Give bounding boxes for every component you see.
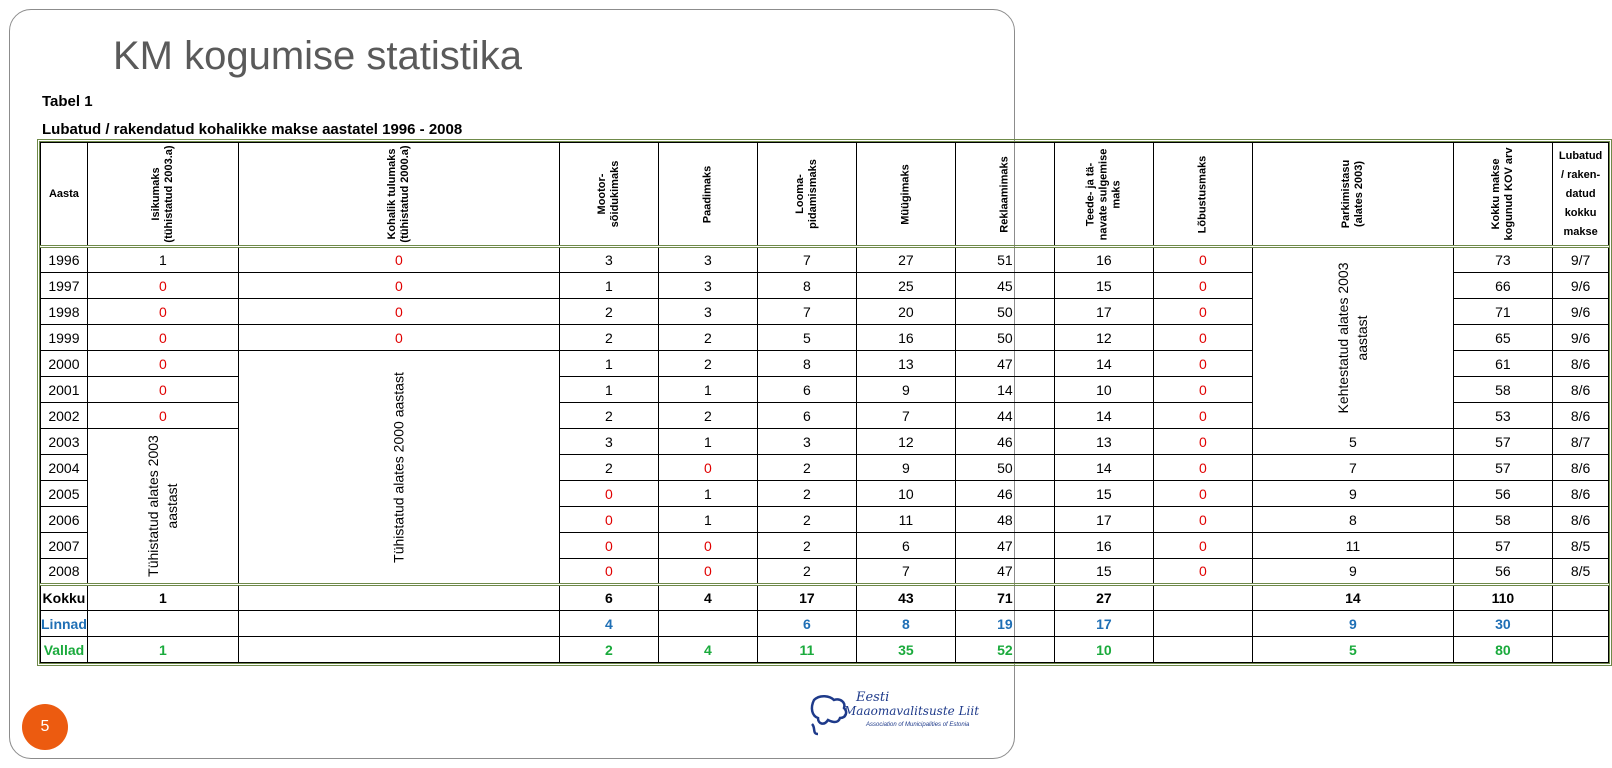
cell-reklaam: 47 <box>955 533 1054 559</box>
cell-looma: 11 <box>757 637 856 663</box>
cell-myygi: 12 <box>856 429 955 455</box>
cell-teede: 17 <box>1054 507 1153 533</box>
cell-kokku: 57 <box>1453 455 1552 481</box>
col-header-mootorsoidukimaks: Mootor-sõidukimaks <box>559 143 658 247</box>
cell-isikumaks <box>87 611 238 637</box>
cell-isikumaks: 1 <box>87 585 238 611</box>
cell-paadi: 1 <box>658 429 757 455</box>
cell-kohalik: 0 <box>238 273 559 299</box>
cell-myygi: 25 <box>856 273 955 299</box>
cell-aasta: 1998 <box>41 299 88 325</box>
cell-myygi: 43 <box>856 585 955 611</box>
cell-paadi <box>658 611 757 637</box>
cell-lubatud: 9/6 <box>1552 325 1608 351</box>
cell-teede: 14 <box>1054 403 1153 429</box>
logo-line1: Eesti <box>856 690 890 705</box>
cell-looma: 7 <box>757 299 856 325</box>
cell-reklaam: 47 <box>955 559 1054 585</box>
cell-kohalik: 0 <box>238 325 559 351</box>
cell-looma: 2 <box>757 455 856 481</box>
logo-line2: Maaomavalitsuste Liit <box>844 704 980 718</box>
cell-parkimis: 8 <box>1252 507 1453 533</box>
cell-paadi: 2 <box>658 325 757 351</box>
cell-myygi: 7 <box>856 403 955 429</box>
col-header-myygimaks: Müügimaks <box>856 143 955 247</box>
cell-kokku: 71 <box>1453 299 1552 325</box>
col-header-lobustusmaks: Lõbustusmaks <box>1153 143 1252 247</box>
cell-mootor: 1 <box>559 351 658 377</box>
cell-kokku: 53 <box>1453 403 1552 429</box>
cell-mootor: 2 <box>559 299 658 325</box>
page-title: KM kogumise statistika <box>113 34 523 78</box>
cell-myygi: 6 <box>856 533 955 559</box>
totals-row-linnad <box>41 611 1609 637</box>
eml-logo <box>808 686 984 742</box>
cell-mootor: 0 <box>559 507 658 533</box>
cell-paadi: 0 <box>658 559 757 585</box>
cell-parkimis: 9 <box>1252 559 1453 585</box>
cell-aasta: 2008 <box>41 559 88 585</box>
cell-paadi: 1 <box>658 481 757 507</box>
cell-lubatud: 9/7 <box>1552 247 1608 273</box>
cell-teede: 15 <box>1054 273 1153 299</box>
cell-mootor: 2 <box>559 455 658 481</box>
cell-isikumaks: 0 <box>87 325 238 351</box>
cell-lobustus: 0 <box>1153 429 1252 455</box>
cell-parkimis: 14 <box>1252 585 1453 611</box>
statistics-table-wrapper <box>37 139 1612 666</box>
table-number: Tabel 1 <box>42 93 93 110</box>
cell-looma: 6 <box>757 403 856 429</box>
cell-lubatud: 9/6 <box>1552 299 1608 325</box>
cell-paadi: 2 <box>658 351 757 377</box>
cell-isikumaks: 0 <box>87 299 238 325</box>
cell-myygi: 13 <box>856 351 955 377</box>
cell-kokku: 58 <box>1453 507 1552 533</box>
totals-row-vallad <box>41 637 1609 663</box>
col-header-loomapidamismaks: Looma-pidamismaks <box>757 143 856 247</box>
cell-looma: 3 <box>757 429 856 455</box>
cell-aasta: 2003 <box>41 429 88 455</box>
cell-kokku: 57 <box>1453 429 1552 455</box>
cell-lubatud: 8/5 <box>1552 559 1608 585</box>
cell-kohalik: 0 <box>238 247 559 273</box>
cell-myygi: 10 <box>856 481 955 507</box>
cell-paadi: 3 <box>658 273 757 299</box>
cell-lubatud <box>1552 585 1608 611</box>
cell-lobustus: 0 <box>1153 325 1252 351</box>
cell-teede: 12 <box>1054 325 1153 351</box>
cell-teede: 16 <box>1054 533 1153 559</box>
merged-kohalik-tulumaks-note: Tühistatud alates 2000 aastast <box>238 351 559 585</box>
cell-kokku: 30 <box>1453 611 1552 637</box>
cell-lobustus <box>1153 611 1252 637</box>
cell-reklaam: 50 <box>955 455 1054 481</box>
cell-isikumaks: 1 <box>87 247 238 273</box>
col-header-paadimaks: Paadimaks <box>658 143 757 247</box>
cell-lobustus: 0 <box>1153 507 1252 533</box>
cell-looma: 8 <box>757 273 856 299</box>
cell-mootor: 0 <box>559 559 658 585</box>
cell-isikumaks: 1 <box>87 637 238 663</box>
cell-myygi: 9 <box>856 455 955 481</box>
cell-aasta: 2001 <box>41 377 88 403</box>
cell-reklaam: 51 <box>955 247 1054 273</box>
col-header-reklaamimaks: Reklaamimaks <box>955 143 1054 247</box>
cell-teede: 13 <box>1054 429 1153 455</box>
cell-parkimis: 7 <box>1252 455 1453 481</box>
cell-myygi: 7 <box>856 559 955 585</box>
col-header-aasta: Aasta <box>41 143 88 247</box>
cell-teede: 14 <box>1054 455 1153 481</box>
cell-mootor: 2 <box>559 325 658 351</box>
cell-teede: 15 <box>1054 481 1153 507</box>
cell-lobustus: 0 <box>1153 351 1252 377</box>
page-number-badge: 5 <box>22 704 68 750</box>
cell-lobustus: 0 <box>1153 299 1252 325</box>
cell-paadi: 4 <box>658 585 757 611</box>
cell-mootor: 3 <box>559 247 658 273</box>
cell-isikumaks: 0 <box>87 351 238 377</box>
cell-looma: 7 <box>757 247 856 273</box>
cell-lobustus: 0 <box>1153 403 1252 429</box>
cell-aasta: 2006 <box>41 507 88 533</box>
cell-label: Vallad <box>41 637 88 663</box>
cell-lubatud: 9/6 <box>1552 273 1608 299</box>
col-header-parkimistasu: Parkimistasu (alates 2003) <box>1252 143 1453 247</box>
cell-looma: 2 <box>757 481 856 507</box>
cell-teede: 16 <box>1054 247 1153 273</box>
cell-aasta: 1996 <box>41 247 88 273</box>
cell-isikumaks: 0 <box>87 273 238 299</box>
cell-reklaam: 14 <box>955 377 1054 403</box>
header-row <box>41 143 1609 247</box>
cell-paadi: 1 <box>658 507 757 533</box>
cell-kokku: 61 <box>1453 351 1552 377</box>
cell-lubatud <box>1552 611 1608 637</box>
cell-kokku: 57 <box>1453 533 1552 559</box>
cell-myygi: 20 <box>856 299 955 325</box>
cell-lobustus <box>1153 585 1252 611</box>
cell-mootor: 1 <box>559 273 658 299</box>
merged-parkimistasu-note: Kehtestatud alates 2003 aastast <box>1252 247 1453 429</box>
cell-teede: 17 <box>1054 611 1153 637</box>
cell-mootor: 4 <box>559 611 658 637</box>
cell-looma: 8 <box>757 351 856 377</box>
cell-reklaam: 45 <box>955 273 1054 299</box>
cell-myygi: 27 <box>856 247 955 273</box>
cell-looma: 5 <box>757 325 856 351</box>
cell-looma: 2 <box>757 533 856 559</box>
cell-lubatud: 8/6 <box>1552 507 1608 533</box>
logo-line3: Association of Municipalities of Estonia <box>866 722 970 728</box>
cell-lubatud: 8/6 <box>1552 455 1608 481</box>
cell-lubatud: 8/6 <box>1552 377 1608 403</box>
cell-aasta: 2000 <box>41 351 88 377</box>
table-caption: Lubatud / rakendatud kohalikke makse aastatel 1996 - 2008 <box>42 121 463 138</box>
cell-reklaam: 71 <box>955 585 1054 611</box>
cell-reklaam: 47 <box>955 351 1054 377</box>
cell-parkimis: 5 <box>1252 429 1453 455</box>
col-header-isikumaks: Isikumaks (tühistatud 2003.a) <box>87 143 238 247</box>
cell-kokku: 66 <box>1453 273 1552 299</box>
cell-lobustus: 0 <box>1153 559 1252 585</box>
cell-lubatud: 8/5 <box>1552 533 1608 559</box>
cell-myygi: 11 <box>856 507 955 533</box>
cell-teede: 17 <box>1054 299 1153 325</box>
cell-aasta: 2007 <box>41 533 88 559</box>
cell-mootor: 1 <box>559 377 658 403</box>
cell-mootor: 3 <box>559 429 658 455</box>
cell-looma: 2 <box>757 559 856 585</box>
col-header-kohalik-tulumaks: Kohalik tulumaks (tühistatud 2000.a) <box>238 143 559 247</box>
cell-kokku: 56 <box>1453 481 1552 507</box>
cell-aasta: 1999 <box>41 325 88 351</box>
cell-teede: 14 <box>1054 351 1153 377</box>
cell-isikumaks: 0 <box>87 377 238 403</box>
cell-kohalik <box>238 637 559 663</box>
cell-reklaam: 50 <box>955 325 1054 351</box>
col-header-kokku-kov: Kokku makse kogunud KOV arv <box>1453 143 1552 247</box>
cell-isikumaks: 0 <box>87 403 238 429</box>
cell-parkimis: 11 <box>1252 533 1453 559</box>
cell-paadi: 2 <box>658 403 757 429</box>
cell-myygi: 8 <box>856 611 955 637</box>
cell-parkimis: 5 <box>1252 637 1453 663</box>
cell-paadi: 3 <box>658 247 757 273</box>
cell-reklaam: 50 <box>955 299 1054 325</box>
cell-reklaam: 48 <box>955 507 1054 533</box>
cell-lobustus: 0 <box>1153 273 1252 299</box>
cell-aasta: 2004 <box>41 455 88 481</box>
cell-looma: 6 <box>757 611 856 637</box>
cell-aasta: 1997 <box>41 273 88 299</box>
totals-row-kokku <box>41 585 1609 611</box>
cell-teede: 10 <box>1054 637 1153 663</box>
cell-lubatud: 8/6 <box>1552 481 1608 507</box>
table-row <box>41 247 1609 273</box>
cell-aasta: 2002 <box>41 403 88 429</box>
cell-teede: 15 <box>1054 559 1153 585</box>
cell-paadi: 1 <box>658 377 757 403</box>
cell-lubatud: 8/6 <box>1552 351 1608 377</box>
cell-mootor: 2 <box>559 637 658 663</box>
cell-paadi: 0 <box>658 533 757 559</box>
cell-kokku: 110 <box>1453 585 1552 611</box>
cell-mootor: 2 <box>559 403 658 429</box>
cell-myygi: 16 <box>856 325 955 351</box>
cell-parkimis: 9 <box>1252 611 1453 637</box>
cell-label: Linnad <box>41 611 88 637</box>
cell-kohalik: 0 <box>238 299 559 325</box>
cell-lobustus: 0 <box>1153 455 1252 481</box>
cell-reklaam: 52 <box>955 637 1054 663</box>
col-header-teede-sulgemise-maks: Teede- ja tä-navate sulgemise maks <box>1054 143 1153 247</box>
cell-label: Kokku <box>41 585 88 611</box>
cell-reklaam: 46 <box>955 429 1054 455</box>
cell-lubatud <box>1552 637 1608 663</box>
cell-mootor: 0 <box>559 533 658 559</box>
cell-teede: 10 <box>1054 377 1153 403</box>
cell-paadi: 4 <box>658 637 757 663</box>
statistics-table <box>40 142 1609 663</box>
cell-kokku: 58 <box>1453 377 1552 403</box>
cell-lobustus: 0 <box>1153 533 1252 559</box>
cell-looma: 6 <box>757 377 856 403</box>
cell-lobustus: 0 <box>1153 247 1252 273</box>
cell-mootor: 6 <box>559 585 658 611</box>
cell-parkimis: 9 <box>1252 481 1453 507</box>
cell-teede: 27 <box>1054 585 1153 611</box>
cell-looma: 2 <box>757 507 856 533</box>
cell-reklaam: 19 <box>955 611 1054 637</box>
cell-kokku: 80 <box>1453 637 1552 663</box>
col-header-lubatud-kokku: Lubatud / raken-datud kokku makse <box>1552 143 1608 247</box>
cell-paadi: 3 <box>658 299 757 325</box>
cell-kokku: 73 <box>1453 247 1552 273</box>
cell-myygi: 9 <box>856 377 955 403</box>
cell-kokku: 56 <box>1453 559 1552 585</box>
cell-kokku: 65 <box>1453 325 1552 351</box>
table-body <box>41 247 1609 663</box>
cell-lubatud: 8/6 <box>1552 403 1608 429</box>
cell-lubatud: 8/7 <box>1552 429 1608 455</box>
cell-mootor: 0 <box>559 481 658 507</box>
cell-myygi: 35 <box>856 637 955 663</box>
cell-paadi: 0 <box>658 455 757 481</box>
cell-lobustus: 0 <box>1153 377 1252 403</box>
cell-lobustus: 0 <box>1153 481 1252 507</box>
cell-looma: 17 <box>757 585 856 611</box>
cell-aasta: 2005 <box>41 481 88 507</box>
cell-lobustus <box>1153 637 1252 663</box>
cell-reklaam: 46 <box>955 481 1054 507</box>
cell-reklaam: 44 <box>955 403 1054 429</box>
merged-isikumaks-note: Tühistatud alates 2003 aastast <box>87 429 238 585</box>
